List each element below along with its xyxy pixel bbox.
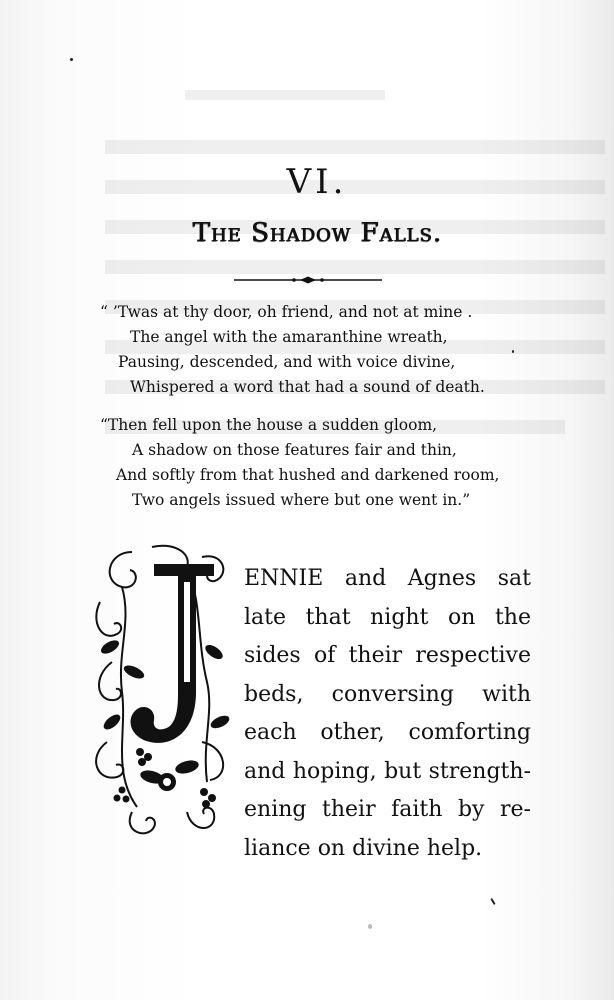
paragraph-line: each other, comforting <box>244 720 531 745</box>
poem-stanza <box>100 300 500 400</box>
chapter-opening-paragraph <box>244 560 534 868</box>
poem-line: Whispered a word that had a sound of death. <box>130 378 485 396</box>
decorated-initial-j <box>92 542 232 842</box>
poem-line: Two angels issued where but one went in.” <box>132 491 471 509</box>
paragraph-line: late that night on the <box>244 604 531 630</box>
poem-line: And softly from that hushed and darkened room, <box>116 466 500 484</box>
chapter-title: The Shadow Falls. <box>192 218 442 248</box>
poem-stanza <box>100 413 500 513</box>
poem-line: The angel with the amaranthine wreath, <box>130 328 448 346</box>
poem-line: “ ’Twas at thy door, oh friend, and not at mine . <box>100 303 473 321</box>
paragraph-line: and hoping, but strength- <box>244 758 531 784</box>
paragraph-line: ENNIE and Agnes sat <box>244 566 531 591</box>
poem-line: A shadow on those features fair and thin, <box>132 441 457 459</box>
poem-epigraph <box>100 300 500 526</box>
chapter-number: VI. <box>286 162 348 202</box>
paragraph-line: ening their faith by re- <box>244 797 531 822</box>
ornamental-rule <box>234 274 382 286</box>
scan-speck <box>512 350 514 353</box>
scan-speck <box>490 898 495 905</box>
paragraph-line: sides of their respective <box>244 643 531 668</box>
scan-speck <box>368 924 372 929</box>
paragraph-line: beds, conversing with <box>244 681 531 707</box>
poem-line: “Then fell upon the house a sudden gloom, <box>100 416 438 434</box>
poem-line: Pausing, descended, and with voice divine, <box>118 353 456 371</box>
scan-speck <box>70 58 73 61</box>
paragraph-line: liance on divine help. <box>244 835 483 861</box>
